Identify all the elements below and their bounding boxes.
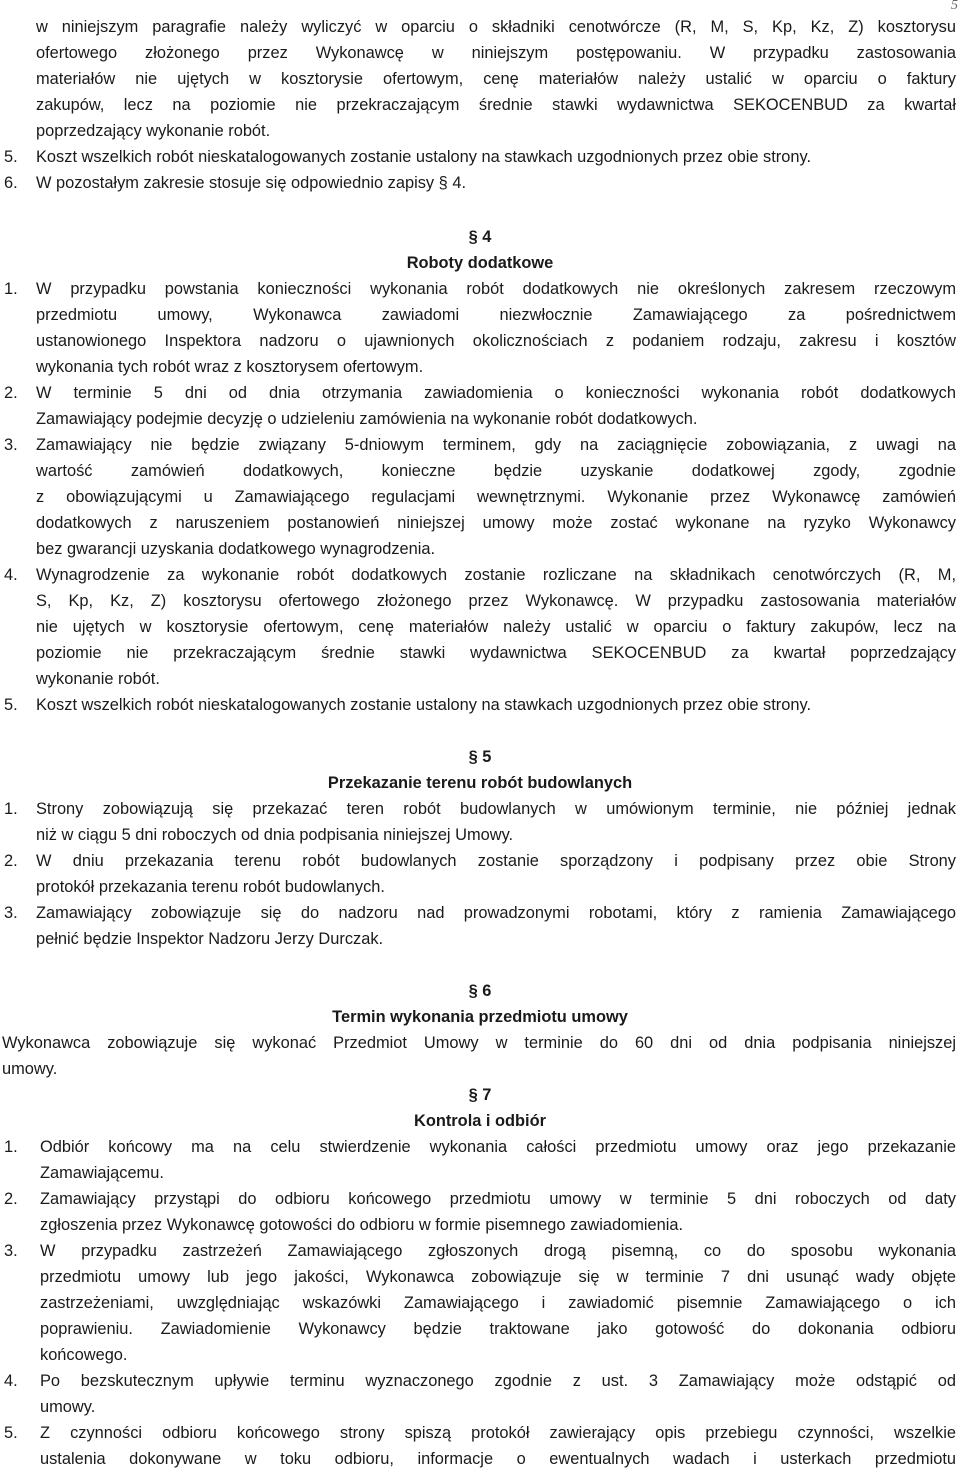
list-item-line: Zamawiającemu. <box>40 1164 164 1182</box>
intro-item: Koszt wszelkich robót nieskatalogowanych zostanie ustalony na stawkach uzgodnionych przez obie strony. <box>36 148 812 166</box>
list-item-line: przedmiotu umowy, Wykonawca zawiadomi niezwłocznie Zamawiającego za pośrednictwem <box>36 306 956 324</box>
intro-item: W pozostałym zakresie stosuje się odpowiednio zapisy § 4. <box>36 174 467 192</box>
list-item-line: W dniu przekazania terenu robót budowlanych zostanie sporządzony i podpisany przez obie Strony <box>36 852 956 870</box>
intro-line: w niniejszym paragrafie należy wyliczyć w oparciu o składniki cenotwórcze (R, M, S, Kp, Kz, Z) kosztorysu <box>36 18 956 36</box>
list-item-line: z obowiązującymi u Zamawiającego regulacjami wewnętrznymi. Wykonanie przez Wykonawcę zamówień <box>36 488 956 506</box>
intro-line: poprzedzający wykonanie robót. <box>36 122 271 140</box>
list-item-number: 1. <box>4 1138 18 1156</box>
list-item-line: W terminie 5 dni od dnia otrzymania zawiadomienia o konieczności wykonania robót dodatkowych <box>36 384 956 402</box>
list-item-line: W przypadku powstania konieczności wykonania robót dodatkowych nie określonych zakresem rzeczowym <box>36 280 956 298</box>
list-item-line: W przypadku zastrzeżeń Zamawiającego zgłoszonych drogą pisemną, co do sposobu wykonania <box>40 1242 956 1260</box>
section-number: § 5 <box>468 748 492 766</box>
list-item-number: 2. <box>4 384 18 402</box>
list-item-line: Koszt wszelkich robót nieskatalogowanych zostanie ustalony na stawkach uzgodnionych przez obie strony. <box>36 696 812 714</box>
intro-item-number: 5. <box>4 148 18 166</box>
section-title: Termin wykonania przedmiotu umowy <box>332 1008 628 1026</box>
list-item-line: dodatkowych z naruszeniem postanowień niniejszej umowy może zostać wykonane na ryzyko Wykonawcy <box>36 514 956 532</box>
list-item-number: 5. <box>4 1424 18 1442</box>
list-item-line: Po bezskutecznym upływie terminu wyznaczonego zgodnie z ust. 3 Zamawiający może odstąpić od <box>40 1372 956 1390</box>
list-item-line: Odbiór końcowy ma na celu stwierdzenie wykonania całości przedmiotu umowy oraz jego przekazanie <box>40 1138 956 1156</box>
list-item-line: S, Kp, Kz, Z) kosztorysu ofertowego złożonego przez Wykonawcę. W przypadku zastosowania materiałów <box>36 592 956 610</box>
list-item-line: zgłoszenia przez Wykonawcę gotowości do odbioru w formie pisemnego zawiadomienia. <box>40 1216 684 1234</box>
list-item-number: 4. <box>4 1372 18 1390</box>
list-item-line: umowy. <box>40 1398 96 1416</box>
section-title: Przekazanie terenu robót budowlanych <box>327 774 633 792</box>
list-item-line: Wynagrodzenie za wykonanie robót dodatkowych zostanie rozliczane na składnikach cenotwórczych (R, M, <box>36 566 956 584</box>
list-item-number: 1. <box>4 800 18 818</box>
list-item-line: poziomie nie przekraczającym średnie stawki wydawnictwa SEKOCENBUD za kwartał poprzedzający <box>36 644 956 662</box>
list-item-number: 2. <box>4 852 18 870</box>
list-item-number: 3. <box>4 1242 18 1260</box>
list-item-line: wartość zamówień dodatkowych, konieczne będzie uzyskanie dodatkowej zgody, zgodnie <box>36 462 956 480</box>
section-number: § 4 <box>468 228 492 246</box>
intro-line: zakupów, lecz na poziomie nie przekraczającym średnie stawki wydawnictwa SEKOCENBUD za kwartał <box>36 96 956 114</box>
list-item-number: 3. <box>4 904 18 922</box>
list-item-line: Zamawiający podejmie decyzję o udzieleniu zamówienia na wykonanie robót dodatkowych. <box>36 410 698 428</box>
list-item-line: końcowego. <box>40 1346 128 1364</box>
section-title: Roboty dodatkowe <box>406 254 554 272</box>
intro-line: ofertowego złożonego przez Wykonawcę w niniejszym postępowaniu. W przypadku zastosowania <box>36 44 956 62</box>
intro-line: materiałów nie ujętych w kosztorysie ofertowym, cenę materiałów należy ustalić w oparciu o faktury <box>36 70 956 88</box>
list-item-line: Zamawiający nie będzie związany 5-dniowym terminem, gdy na zaciągnięcie zobowiązania, z uwagi na <box>36 436 956 454</box>
section-number: § 6 <box>468 982 492 1000</box>
list-item-line: ustalenia dokonywane w toku odbioru, informacje o ewentualnych wadach i usterkach przedmiotu <box>40 1450 956 1468</box>
paragraph-line: Wykonawca zobowiązuje się wykonać Przedmiot Umowy w terminie do 60 dni od dnia podpisania niniejszej <box>2 1034 956 1052</box>
intro-item-number: 6. <box>4 174 18 192</box>
list-item-line: niż w ciągu 5 dni roboczych od dnia podpisania niniejszej Umowy. <box>36 826 514 844</box>
list-item-number: 3. <box>4 436 18 454</box>
list-item-line: pełnić będzie Inspektor Nadzoru Jerzy Durczak. <box>36 930 384 948</box>
list-item-line: Strony zobowiązują się przekazać teren robót budowlanych w umówionym terminie, nie później jednak <box>36 800 956 818</box>
list-item-line: zastrzeżeniami, uwzględniając wskazówki Zamawiającego i zawiadomić pisemnie Zamawiającego o ich <box>40 1294 956 1312</box>
section-title: Kontrola i odbiór <box>413 1112 547 1130</box>
list-item-number: 5. <box>4 696 18 714</box>
list-item-line: ustanowionego Inspektora nadzoru o ujawnionych okolicznościach z podaniem rodzaju, zakresu i kosztów <box>36 332 956 350</box>
paragraph-line: umowy. <box>2 1060 58 1078</box>
list-item-line: wykonania tych robót wraz z kosztorysem ofertowym. <box>36 358 424 376</box>
list-item-number: 2. <box>4 1190 18 1208</box>
section-number: § 7 <box>468 1086 492 1104</box>
list-item-line: nie ujętych w kosztorysie ofertowym, cenę materiałów należy ustalić w oparciu o faktury zakupów, lecz na <box>36 618 956 636</box>
list-item-line: przedmiotu umowy lub jego jakości, Wykonawca zobowiązuje się w terminie 7 dni usunąć wady objęte <box>40 1268 956 1286</box>
list-item-line: Zamawiający zobowiązuje się do nadzoru nad prowadzonymi robotami, który z ramienia Zamawiającego <box>36 904 956 922</box>
list-item-line: protokół przekazania terenu robót budowlanych. <box>36 878 385 896</box>
list-item-line: bez gwarancji uzyskania dodatkowego wynagrodzenia. <box>36 540 436 558</box>
list-item-line: poprawieniu. Zawiadomienie Wykonawcy będzie traktowane jako gotowość do dokonania odbioru <box>40 1320 956 1338</box>
list-item-line: wykonanie robót. <box>36 670 160 688</box>
page-number: 5 <box>951 0 958 13</box>
list-item-number: 4. <box>4 566 18 584</box>
list-item-line: Zamawiający przystąpi do odbioru końcowego przedmiotu umowy w terminie 5 dni roboczych od daty <box>40 1190 956 1208</box>
list-item-number: 1. <box>4 280 18 298</box>
list-item-line: Z czynności odbioru końcowego strony spiszą protokół zawierający opis przebiegu czynności, wszelkie <box>40 1424 956 1442</box>
